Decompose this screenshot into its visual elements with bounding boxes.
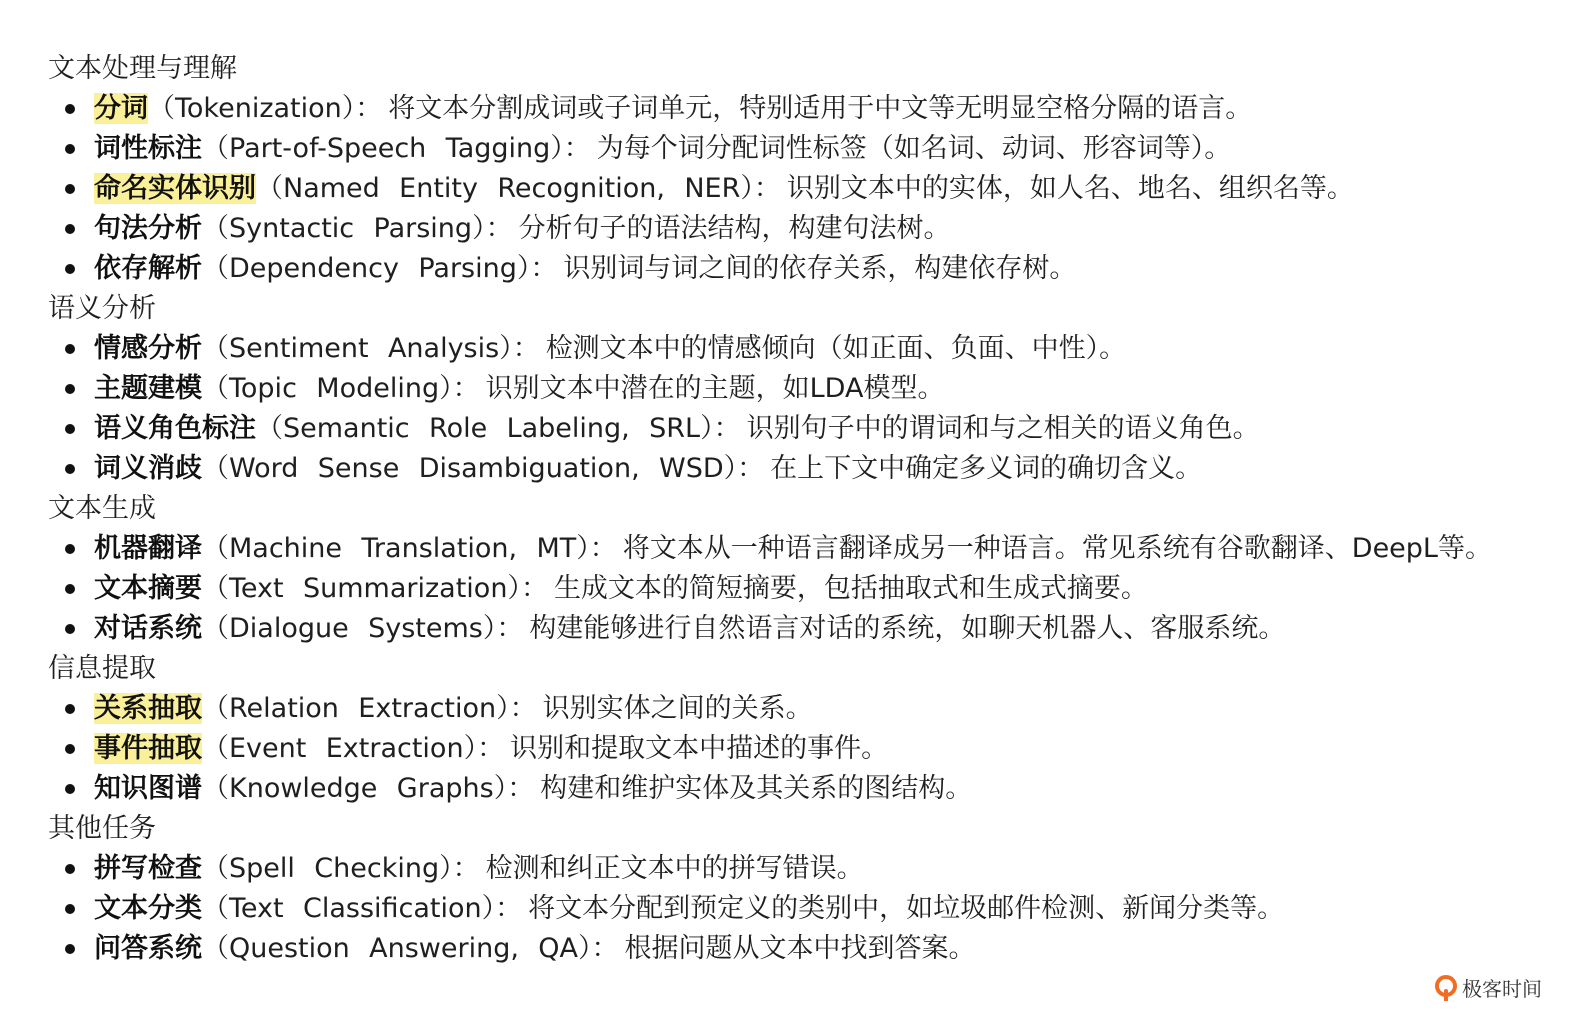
list-item — [48, 769, 1568, 809]
term: 文本分类 — [94, 893, 202, 924]
section — [48, 49, 1568, 289]
english-term: （Event Extraction） — [202, 733, 478, 764]
list-item — [48, 249, 1568, 289]
list-item — [48, 329, 1568, 369]
description: 识别和提取文本中描述的事件。 — [510, 733, 889, 764]
section — [48, 649, 1568, 809]
term: 句法分析 — [94, 213, 202, 244]
english-term: （Dialogue Systems） — [202, 613, 497, 644]
description: 识别句子中的谓词和与之相关的语义角色。 — [746, 413, 1260, 444]
english-term: （Machine Translation, MT） — [202, 533, 590, 564]
english-term: （Spell Checking） — [202, 853, 453, 884]
term: 分词 — [94, 93, 148, 124]
section-title: 语义分析 — [48, 293, 156, 324]
english-term: （Topic Modeling） — [202, 373, 453, 404]
colon: ： — [713, 413, 741, 444]
list-item — [48, 169, 1568, 209]
term: 命名实体识别 — [94, 173, 256, 204]
list-item — [48, 609, 1568, 649]
colon: ： — [509, 693, 537, 724]
list-item — [48, 569, 1568, 609]
description: 识别实体之间的关系。 — [542, 693, 813, 724]
term: 词义消歧 — [94, 453, 202, 484]
term: 语义角色标注 — [94, 413, 256, 444]
list-item — [48, 729, 1568, 769]
term: 文本摘要 — [94, 573, 202, 604]
description: 分析句子的语法结构，构建句法树。 — [518, 213, 951, 244]
document-body — [48, 49, 1568, 969]
term: 对话系统 — [94, 613, 202, 644]
geektime-logo-icon — [1434, 975, 1458, 1001]
description: 构建能够进行自然语言对话的系统，如聊天机器人、客服系统。 — [529, 613, 1286, 644]
colon: ： — [452, 373, 480, 404]
section — [48, 489, 1568, 649]
section-title: 文本处理与理解 — [48, 53, 237, 84]
list-item — [48, 89, 1568, 129]
colon: ： — [485, 213, 513, 244]
term: 词性标注 — [94, 133, 202, 164]
english-term: （Named Entity Recognition, NER） — [256, 173, 754, 204]
colon: ： — [495, 893, 523, 924]
section-title: 文本生成 — [48, 493, 156, 524]
term: 机器翻译 — [94, 533, 202, 564]
section — [48, 809, 1568, 969]
english-term: （Dependency Parsing） — [202, 253, 531, 284]
english-term: （Sentiment Analysis） — [202, 333, 513, 364]
colon: ： — [737, 453, 765, 484]
description: 将文本分配到预定义的类别中，如垃圾邮件检测、新闻分类等。 — [528, 893, 1285, 924]
watermark-text: 极客时间 — [1462, 977, 1542, 1001]
watermark — [1434, 973, 1542, 1002]
english-term: （Text Summarization） — [202, 573, 521, 604]
list-item — [48, 449, 1568, 489]
colon: ： — [530, 253, 558, 284]
list-item — [48, 409, 1568, 449]
list-item — [48, 929, 1568, 969]
description: 识别词与词之间的依存关系，构建依存树。 — [563, 253, 1077, 284]
colon: ： — [496, 613, 524, 644]
description: 将文本分割成词或子词单元，特别适用于中文等无明显空格分隔的语言。 — [388, 93, 1253, 124]
description: 检测和纠正文本中的拼写错误。 — [485, 853, 864, 884]
list-item — [48, 689, 1568, 729]
list-item — [48, 129, 1568, 169]
term: 问答系统 — [94, 933, 202, 964]
english-term: （Word Sense Disambiguation, WSD） — [202, 453, 738, 484]
english-term: （Relation Extraction） — [202, 693, 510, 724]
list-item — [48, 849, 1568, 889]
colon: ： — [753, 173, 781, 204]
colon: ： — [507, 773, 535, 804]
description: 生成文本的简短摘要，包括抽取式和生成式摘要。 — [553, 573, 1148, 604]
description: 为每个词分配词性标签（如名词、动词、形容词等）。 — [596, 133, 1232, 164]
english-term: （Knowledge Graphs） — [202, 773, 508, 804]
colon: ： — [520, 573, 548, 604]
colon: ： — [563, 133, 591, 164]
section — [48, 289, 1568, 489]
description: 在上下文中确定多义词的确切含义。 — [770, 453, 1203, 484]
colon: ： — [477, 733, 505, 764]
description: 检测文本中的情感倾向（如正面、负面、中性）。 — [545, 333, 1127, 364]
description: 将文本从一种语言翻译成另一种语言。常见系统有谷歌翻译、DeepL等。 — [622, 533, 1492, 564]
description: 识别文本中的实体，如人名、地名、组织名等。 — [786, 173, 1354, 204]
section-title: 信息提取 — [48, 653, 156, 684]
colon: ： — [591, 933, 619, 964]
english-term: （Text Classification） — [202, 893, 496, 924]
description: 识别文本中潜在的主题，如LDA模型。 — [485, 373, 945, 404]
list-item — [48, 369, 1568, 409]
term: 事件抽取 — [94, 733, 202, 764]
english-term: （Tokenization） — [148, 93, 356, 124]
section-title: 其他任务 — [48, 813, 156, 844]
term: 依存解析 — [94, 253, 202, 284]
colon: ： — [355, 93, 383, 124]
english-term: （Part-of-Speech Tagging） — [202, 133, 564, 164]
list-item — [48, 529, 1568, 569]
term: 拼写检查 — [94, 853, 202, 884]
term: 情感分析 — [94, 333, 202, 364]
english-term: （Syntactic Parsing） — [202, 213, 486, 244]
term: 知识图谱 — [94, 773, 202, 804]
english-term: （Question Answering, QA） — [202, 933, 592, 964]
english-term: （Semantic Role Labeling, SRL） — [256, 413, 714, 444]
colon: ： — [512, 333, 540, 364]
description: 构建和维护实体及其关系的图结构。 — [540, 773, 973, 804]
colon: ： — [589, 533, 617, 564]
term: 关系抽取 — [94, 693, 202, 724]
list-item — [48, 209, 1568, 249]
description: 根据问题从文本中找到答案。 — [624, 933, 976, 964]
colon: ： — [452, 853, 480, 884]
term: 主题建模 — [94, 373, 202, 404]
list-item — [48, 889, 1568, 929]
